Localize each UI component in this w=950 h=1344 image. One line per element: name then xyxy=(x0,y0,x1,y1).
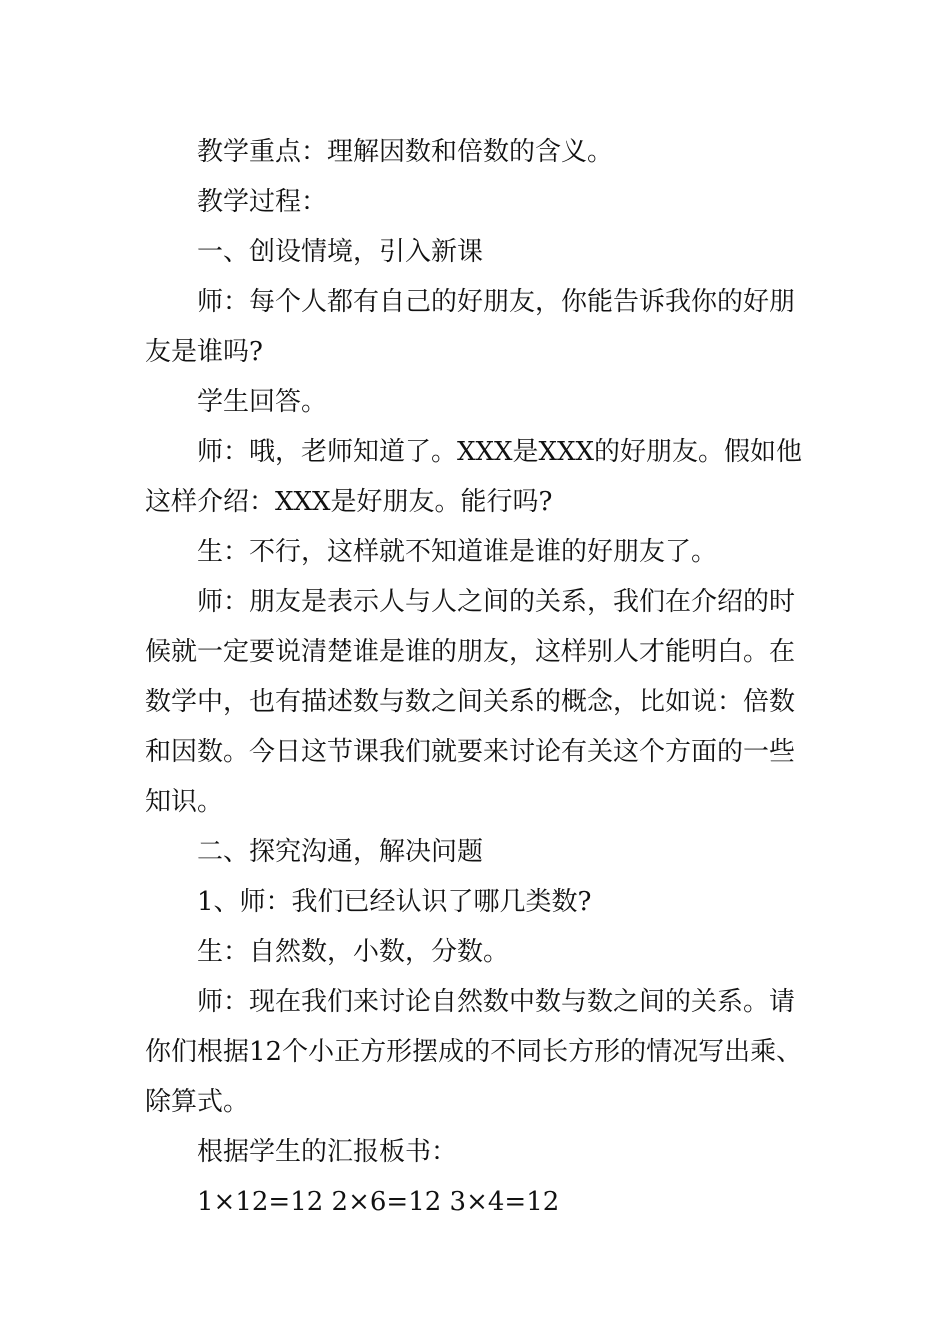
paragraph-dialogue: 1、师：我们已经认识了哪几类数? xyxy=(197,887,592,917)
section-heading-2: 二、探究沟通，解决问题 xyxy=(197,837,484,867)
paragraph-dialogue: 生：不行，这样就不知道谁是谁的好朋友了。 xyxy=(197,537,718,567)
paragraph-dialogue: 师：哦，老师知道了。XXX是XXX的好朋友。假如他这样介绍：XXX是好朋友。能行吗? xyxy=(145,437,803,517)
paragraph-dialogue: 师：朋友是表示人与人之间的关系，我们在介绍的时候就一定要说清楚谁是谁的朋友，这样别人才能明白。在数学中，也有描述数与数之间关系的概念，比如说：倍数和因数。今日这节课我们就要来讨论有关这个方面的一些知识。 xyxy=(145,587,796,817)
paragraph-student-answer: 学生回答。 xyxy=(197,387,328,417)
paragraph-dialogue: 师：每个人都有自己的好朋友，你能告诉我你的好朋友是谁吗? xyxy=(145,287,796,367)
paragraph-dialogue: 师：现在我们来讨论自然数中数与数之间的关系。请你们根据12个小正方形摆成的不同长方形的情况写出乘、除算式。 xyxy=(145,987,803,1117)
paragraph-dialogue: 生：自然数，小数，分数。 xyxy=(197,937,510,967)
paragraph-teaching-process: 教学过程： xyxy=(197,187,328,217)
paragraph-board-intro: 根据学生的汇报板书： xyxy=(197,1137,458,1167)
section-heading-1: 一、创设情境，引入新课 xyxy=(197,237,484,267)
paragraph-teaching-focus: 教学重点：理解因数和倍数的含义。 xyxy=(197,137,614,167)
document-body xyxy=(145,127,810,1227)
paragraph-equations: 1×12=12 2×6=12 3×4=12 xyxy=(197,1187,560,1217)
